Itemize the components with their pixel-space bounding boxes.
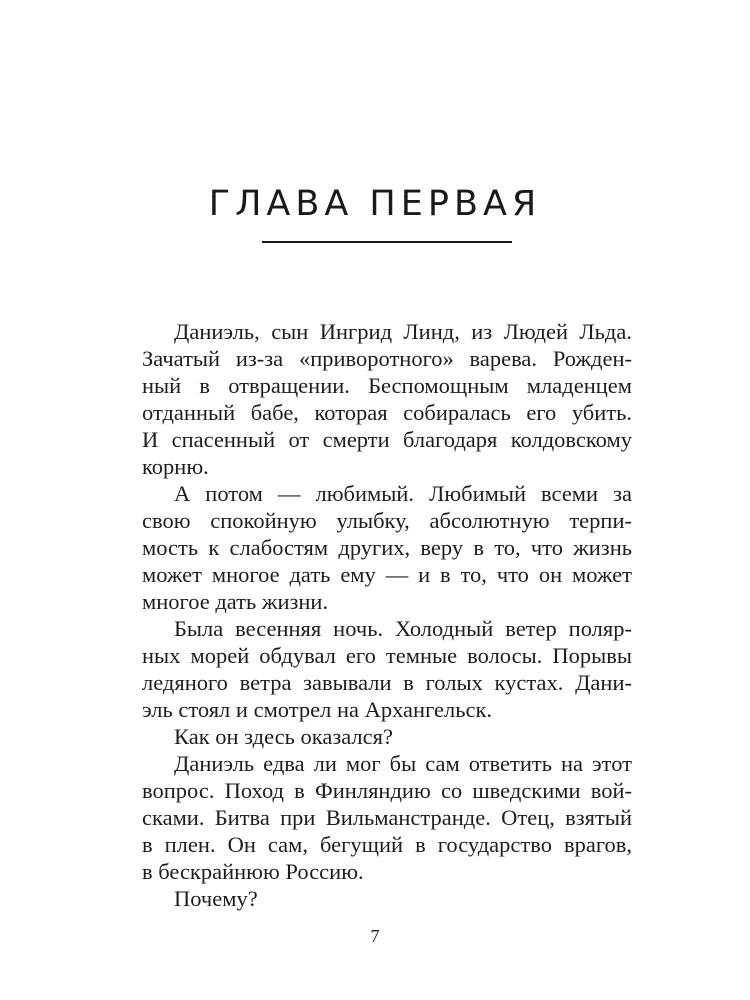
text-line: может многое дать ему — и в то, что он может	[142, 562, 632, 587]
text-line: вопрос. Поход в Финляндию со шведскими вой-	[142, 778, 632, 803]
text-line: эль стоял и смотрел на Архангельск.	[142, 697, 493, 722]
text-line: многое дать жизни.	[142, 589, 329, 614]
text-line: Почему?	[174, 886, 258, 911]
title-divider	[262, 241, 512, 243]
text-line: в бескрайнюю Россию.	[142, 859, 364, 884]
page-number: 7	[370, 926, 380, 946]
text-line: Была весенняя ночь. Холодный ветер поляр-	[174, 616, 632, 641]
text-line: ных морей обдувал его темные волосы. Порывы	[142, 643, 632, 668]
text-line: в плен. Он сам, бегущий в государство врагов,	[142, 832, 632, 857]
text-line: ный в отвращении. Беспомощным младенцем	[142, 373, 632, 398]
text-line: свою спокойную улыбку, абсолютную терпи-	[142, 508, 632, 533]
text-line: сками. Битва при Вильманстранде. Отец, взятый	[142, 805, 632, 830]
text-line: корню.	[142, 454, 209, 479]
body-text	[142, 318, 632, 912]
chapter-title: ГЛАВА ПЕРВАЯ	[208, 184, 542, 224]
text-line: Зачатый из-за «приворотного» варева. Рожден-	[142, 346, 632, 371]
text-line: мость к слабостям других, веру в то, что жизнь	[142, 535, 632, 560]
text-line: Даниэль, сын Ингрид Линд, из Людей Льда.	[174, 319, 632, 344]
text-line: Как он здесь оказался?	[174, 724, 393, 749]
text-line: А потом — любимый. Любимый всеми за	[174, 481, 632, 506]
text-line: ледяного ветра завывали в голых кустах. Дани-	[142, 670, 632, 695]
text-line: И спасенный от смерти благодаря колдовскому	[142, 427, 632, 452]
text-line: отданный бабе, которая собиралась его убить.	[142, 400, 632, 425]
text-line: Даниэль едва ли мог бы сам ответить на этот	[174, 751, 632, 776]
